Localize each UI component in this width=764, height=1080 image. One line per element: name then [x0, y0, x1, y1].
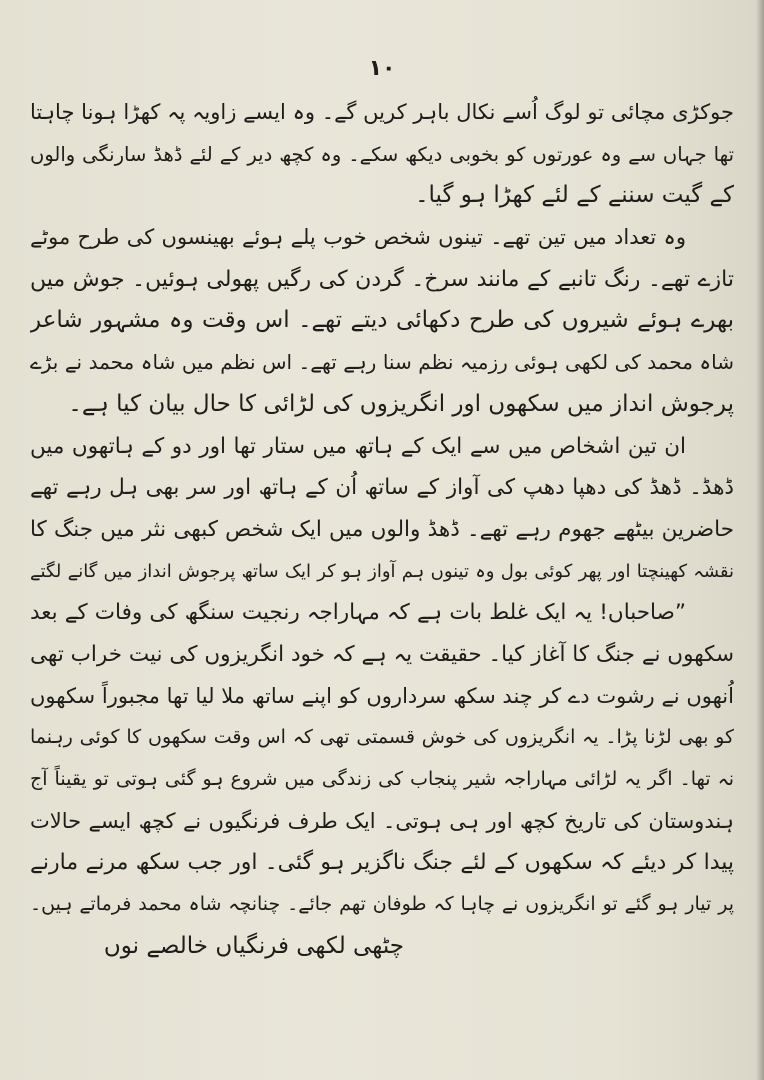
text-line: شاہ محمد کی لکھی ہوئی رزمیہ نظم سنا رہے تھے۔ اس نظم میں شاہ محمد نے بڑے: [30, 350, 734, 375]
text-line: کے گیت سننے کے لئے کھڑا ہو گیا۔: [415, 182, 734, 209]
text-line: ڈھڈ۔ ڈھڈ کی دھپا دھپ کی آواز کے ساتھ اُن کے ہاتھ اور سر بھی ہل رہے تھے: [30, 475, 734, 501]
text-line: سکھوں نے جنگ کا آغاز کیا۔ حقیقت یہ ہے کہ خود انگریزوں کی نیت خراب تھی: [30, 641, 734, 667]
text-line: نقشہ کھینچتا اور پھر کوئی بول وہ تینوں ہم آواز ہو کر ایک ساتھ پرجوش انداز میں گانے لگتے: [30, 560, 734, 582]
text-line: جوکڑی مچائی تو لوگ اُسے نکال باہر کریں گے۔ وہ ایسے زاویہ پہ کھڑا ہونا چاہتا: [30, 100, 734, 124]
text-line: پرجوش انداز میں سکھوں اور انگریزوں کی لڑائی کا حال بیان کیا ہے۔: [68, 390, 734, 417]
text-line: وہ تعداد میں تین تھے۔ تینوں شخص خوب پلے ہوئے بھینسوں کی طرح موٹے: [30, 225, 686, 250]
text-line: تھا جہاں سے وہ عورتوں کو بخوبی دیکھ سکے۔ وہ کچھ دیر کے لئے ڈھڈ سارنگی والوں: [30, 142, 734, 166]
text-line: چٹھی لکھی فرنگیاں خالصے نوں: [103, 932, 404, 959]
page-number: ۱۰: [368, 56, 396, 81]
text-line: پر تیار ہو گئے تو انگریزوں نے چاہا کہ طوفان تھم جائے۔ چنانچہ شاہ محمد فرماتے ہیں۔: [30, 893, 734, 916]
urdu-text-body: [30, 92, 734, 967]
text-line: اُنھوں نے رشوت دے کر چند سکھ سرداروں کو اپنے ساتھ ملا لیا تھا مجبوراً سکھوں: [30, 683, 734, 708]
text-line: تازے تھے۔ رنگ تانبے کے مانند سرخ۔ گردن کی رگیں پھولی ہوئیں۔ جوش میں: [30, 266, 734, 292]
text-line: نہ تھا۔ اگر یہ لڑائی مہاراجہ شیر پنجاب کی زندگی میں شروع ہو گئی ہوتی تو یقیناً آج: [30, 768, 734, 790]
text-line: بھرے ہوئے شیروں کی طرح دکھائی دیتے تھے۔ اس وقت وہ مشہور شاعر: [30, 307, 734, 334]
text-line: حاضرین بیٹھے جھوم رہے تھے۔ ڈھڈ والوں میں ایک شخص کبھی نثر میں جنگ کا: [30, 516, 734, 542]
text-line: ہندوستان کی تاریخ کچھ اور ہی ہوتی۔ ایک طرف فرنگیوں نے کچھ ایسے حالات: [30, 808, 734, 833]
text-line: ان تین اشخاص میں سے ایک کے ہاتھ میں ستار تھا اور دو کے ہاتھوں میں: [30, 433, 686, 459]
page-edge-shadow: [756, 0, 764, 1080]
text-line: ”صاحباں! یہ ایک غلط بات ہے کہ مہاراجہ رنجیت سنگھ کی وفات کے بعد: [30, 600, 686, 626]
text-line: کو بھی لڑنا پڑا۔ یہ انگریزوں کی خوش قسمتی تھی کہ اس وقت سکھوں کا کوئی رہنما: [30, 726, 734, 749]
text-line: پیدا کر دیئے کہ سکھوں کے لئے جنگ ناگزیر ہو گئی۔ اور جب سکھ مرنے مارنے: [30, 850, 734, 876]
